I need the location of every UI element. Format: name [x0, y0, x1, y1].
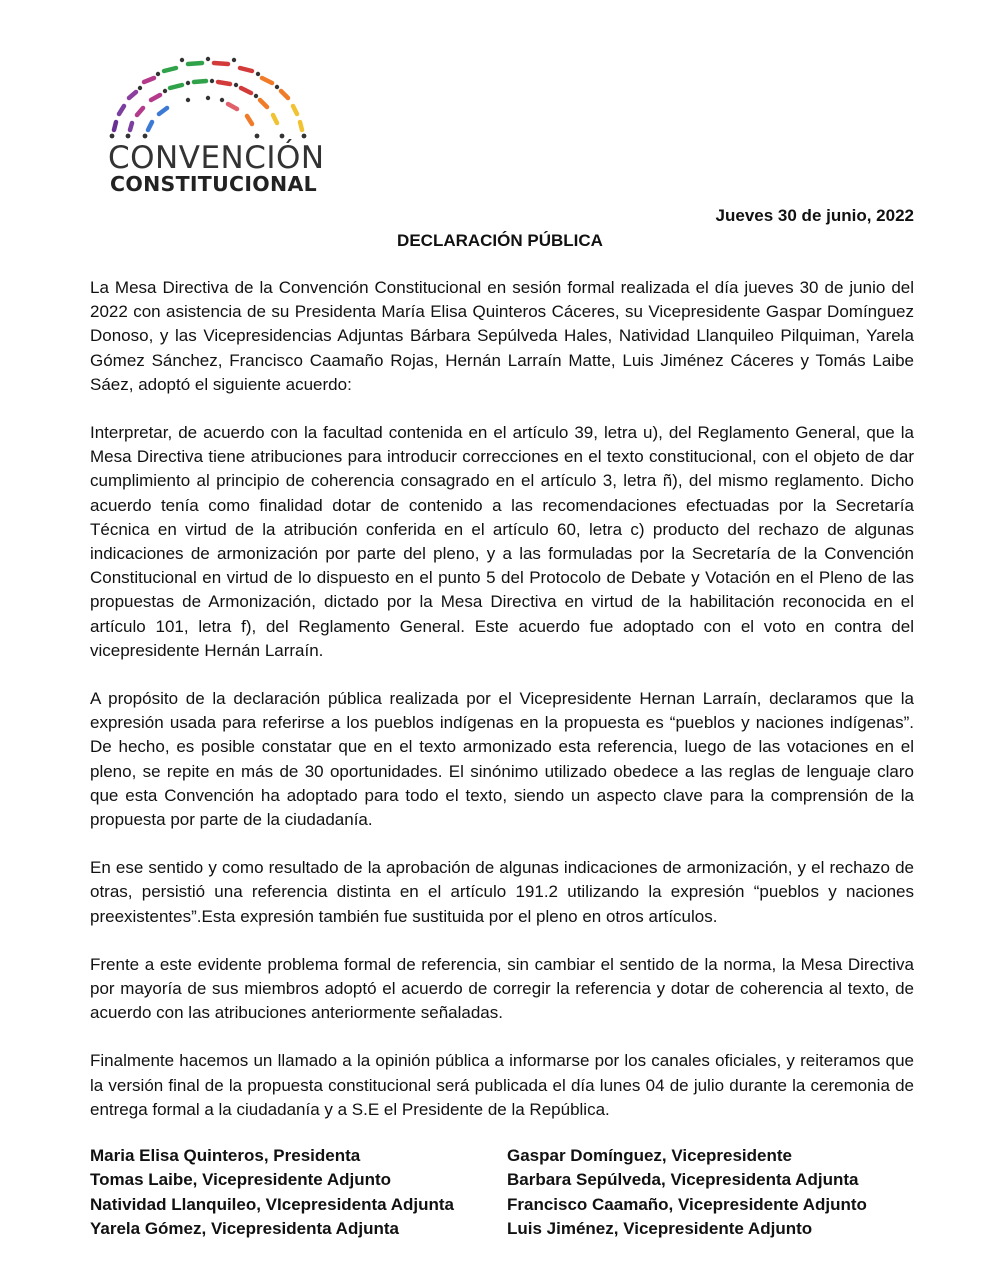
paragraph-indigenous-expression: A propósito de la declaración pública realizada por el Vicepresidente Hernan Larraín, declaramos que la expresión usada para referirse a los pueblos indígenas en la propuesta es “pueblos y naciones indígenas”. De hecho, es posible constatar que en el texto armonizado esta referencia, luego de las votaciones en el pleno, se repite en más de 30 oportunidades. El sinónimo utilizado obedece a las reglas de lenguaje claro que esta Convención ha adoptado para todo el texto, siendo un aspecto clave para la comprensión de la propuesta por parte de la ciudadanía.: [90, 689, 914, 830]
signature-right: Luis Jiménez, Vicepresidente Adjunto: [507, 1219, 813, 1239]
signature-right: Barbara Sepúlveda, Vicepresidenta Adjunta: [507, 1170, 859, 1190]
paragraph-session: La Mesa Directiva de la Convención Constitucional en sesión formal realizada el día jueves 30 de junio del 2022 con asistencia de su Presidenta María Elisa Quinteros Cáceres, su Vicepresidente Gaspar Domínguez Donoso, y las Vicepresidencias Adjuntas Bárbara Sepúlveda Hales, Natividad Llanquileo Pilquiman, Yarela Gómez Sánchez, Francisco Caamaño Rojas, Hernán Larraín Matte, Luis Jiménez Cáceres y Tomás Laibe Sáez, adoptó el siguiente acuerdo:: [90, 278, 914, 394]
signature-right: Francisco Caamaño, Vicepresidente Adjunto: [507, 1194, 867, 1214]
document-title: DECLARACIÓN PÚBLICA: [397, 231, 603, 250]
paragraph-final-call: Finalmente hacemos un llamado a la opinión pública a informarse por los canales oficiales, y reiteramos que la versión final de la propuesta constitucional será publicada el día lunes 04 de julio durante la ceremonia de entrega formal a la ciudadanía y a S.E el Presidente de la República.: [90, 1051, 914, 1119]
signature-row: [90, 1217, 920, 1241]
paragraph-correction: Frente a este evidente problema formal de referencia, sin cambiar el sentido de la norma, la Mesa Directiva por mayoría de sus miembros adoptó el acuerdo de corregir la referencia y dotar de coherencia al texto, de acuerdo con las atribuciones anteriormente señaladas.: [90, 954, 914, 1023]
document-date: Jueves 30 de junio, 2022: [715, 206, 914, 225]
logo-text-constitucional: CONSTITUCIONAL: [110, 172, 318, 196]
logo-arcs-graphic: [104, 56, 314, 140]
signature-row: [90, 1193, 920, 1217]
document-body: [90, 276, 914, 1146]
paragraph-article-191: En ese sentido y como resultado de la aprobación de algunas indicaciones de armonización, y el rechazo de otras, persistió una referencia distinta en el artículo 191.2 utilizando la expresión “pueblos y naciones preexistentes”.Esta expresión también fue sustituida por el pleno en otros artículos.: [90, 858, 914, 926]
signature-left: Yarela Gómez, Vicepresidenta Adjunta: [90, 1219, 399, 1239]
signature-row: [90, 1144, 920, 1168]
signature-row: [90, 1168, 920, 1192]
signatures-block: [90, 1144, 920, 1242]
signature-left: Maria Elisa Quinteros, Presidenta: [90, 1146, 361, 1165]
convencion-logo: [104, 56, 325, 196]
signature-left: Tomas Laibe, Vicepresidente Adjunto: [90, 1170, 392, 1190]
signature-right: Gaspar Domínguez, Vicepresidente: [507, 1146, 792, 1165]
logo-text-convencion: CONVENCIÓN: [108, 140, 325, 176]
paragraph-interpretation: Interpretar, de acuerdo con la facultad contenida en el artículo 39, letra u), del Reglamento General, que la Mesa Directiva tiene atribuciones para introducir correcciones en el texto constitucional, con el objeto de dar cumplimiento al principio de coherencia consagrado en el artículo 3, letra ñ), del mismo reglamento. Dicho acuerdo tenía como finalidad dotar de contenido a las recomendaciones efectuadas por la Secretaría Técnica en virtud de la atribución conferida en el artículo 60, letra c) producto del rechazo de algunas indicaciones de armonización por parte del pleno, y a las formuladas por la Secretaría de la Convención Constitucional en virtud de lo dispuesto en el punto 5 del Protocolo de Debate y Votación en el Pleno de las propuestas de Armonización, dictado por la Mesa Directiva en virtud de la habilitación reconocida en el artículo 101, letra f), del Reglamento General. Este acuerdo fue adoptado con el voto en contra del vicepresidente Hernán Larraín.: [90, 423, 914, 660]
signature-left: Natividad Llanquileo, VIcepresidenta Adjunta: [90, 1194, 454, 1214]
